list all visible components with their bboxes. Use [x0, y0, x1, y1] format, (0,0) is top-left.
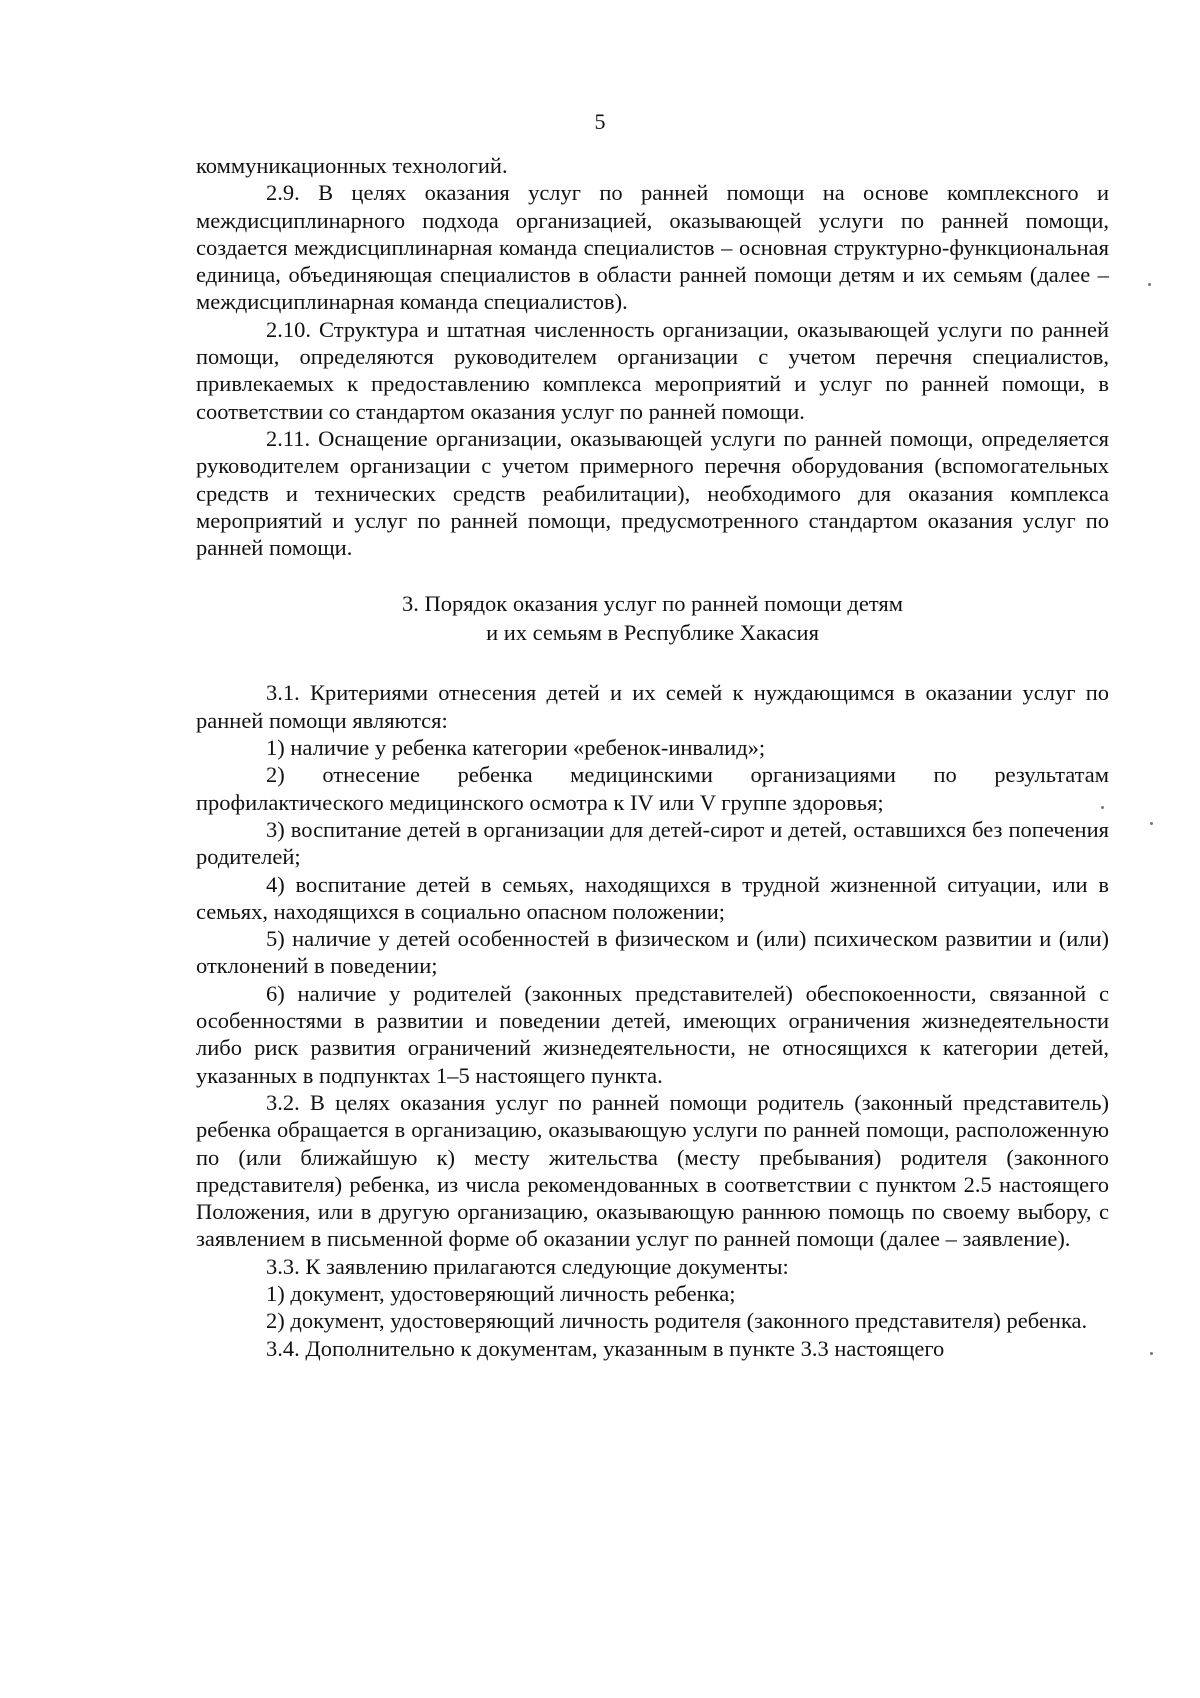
section-heading-line-1: 3. Порядок оказания услуг по ранней помощи детям — [402, 591, 903, 617]
section-heading-line-2: и их семьям в Республике Хакасия — [486, 620, 819, 646]
list-item-3-1-4: 4) воспитание детей в семьях, находящихся в трудной жизненной ситуации, или в семьях, находящихся в социально опасном положении; — [196, 871, 1109, 924]
paragraph-2-9: 2.9. В целях оказания услуг по ранней помощи на основе комплексного и междисциплинарного подхода организацией, оказывающей услуги по ранней помощи, создается междисциплинарная команда специалистов – основная структурно-функциональная единица, объединяющая специалистов в области ранней помощи детям и их семьям (далее – междисциплинарная команда специалистов). — [196, 180, 1109, 315]
paragraph-2-11: 2.11. Оснащение организации, оказывающей услуги по ранней помощи, определяется руководителем организации с учетом примерного перечня оборудования (вспомогательных средств и технических средств реабилитации), необходимого для оказания комплекса мероприятий и услуг по ранней помощи, предусмотренного стандартом оказания услуг по ранней помощи. — [196, 425, 1109, 561]
paragraph-3-2: 3.2. В целях оказания услуг по ранней помощи родитель (законный представитель) ребенка обращается в организацию, оказывающую услуги по ранней помощи, расположенную по (или ближайшую к) месту жительства (месту пребывания) родителя (законного представителя) ребенка, из числа рекомендованных в соответствии с пунктом 2.5 настоящего Положения, или в другую организацию, оказывающую раннюю помощь по своему выбору, с заявлением в письменной форме об оказании услуг по ранней помощи (далее – заявление). — [196, 1089, 1109, 1252]
list-item-3-1-5: 5) наличие у детей особенностей в физическом и (или) психическом развитии и (или) отклонений в поведении; — [196, 926, 1109, 979]
list-item-3-1-1: 1) наличие у ребенка категории «ребенок-инвалид»; — [266, 735, 766, 761]
section-heading — [196, 589, 1109, 647]
list-item-3-1-6: 6) наличие у родителей (законных представителей) обеспокоенности, связанной с особенностями в развитии и поведении детей, имеющих ограничения жизнедеятельности либо риск развития ограничений жизнедеятельности, не относящихся к категории детей, указанных в подпунктах 1–5 настоящего пункта. — [196, 980, 1109, 1088]
list-item-3-3-1: 1) документ, удостоверяющий личность ребенка; — [266, 1280, 736, 1306]
page-number: 5 — [594, 109, 606, 134]
list-item-3-1-3: 3) воспитание детей в организации для детей-сирот и детей, оставшихся без попечения родителей; — [196, 816, 1109, 870]
paragraph-2-10: 2.10. Структура и штатная численность организации, оказывающей услуги по ранней помощи, определяются руководителем организации с учетом перечня специалистов, привлекаемых к предоставлению комплекса мероприятий и услуг по ранней помощи, в соответствии со стандартом оказания услуг по ранней помощи. — [196, 316, 1109, 424]
scan-speck — [1148, 283, 1151, 286]
list-item-3-1-2: 2) отнесение ребенка медицинскими организациями по результатам профилактического медицинского осмотра к IV или V группе здоровья; — [196, 762, 1109, 815]
document-body — [196, 152, 1109, 1362]
scan-speck — [1150, 822, 1153, 825]
list-item-3-3-2: 2) документ, удостоверяющий личность родителя (законного представителя) ребенка. — [266, 1308, 1088, 1334]
scan-speck — [1150, 1352, 1153, 1355]
scan-speck — [1101, 806, 1104, 809]
paragraph-continuation: коммуникационных технологий. — [196, 153, 508, 178]
paragraph-3-1: 3.1. Критериями отнесения детей и их семей к нуждающимся в оказании услуг по ранней помощи являются: — [196, 680, 1109, 733]
paragraph-3-3: 3.3. К заявлению прилагаются следующие документы: — [266, 1253, 789, 1279]
paragraph-3-4: 3.4. Дополнительно к документам, указанным в пункте 3.3 настоящего — [266, 1335, 945, 1361]
